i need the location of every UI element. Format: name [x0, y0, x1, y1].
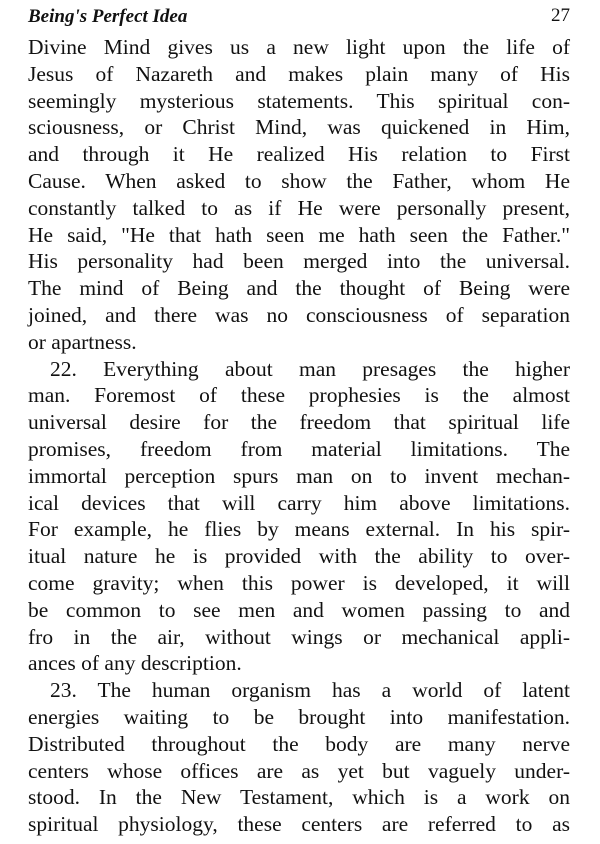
text-line: For example, he flies by means external. In his spir- [28, 517, 570, 542]
text-line: constantly talked to as if He were personally present, [28, 195, 570, 220]
running-title: Being's Perfect Idea [28, 6, 188, 27]
text-line: or apartness. [28, 329, 137, 354]
text-line: 22. Everything about man presages the higher [50, 356, 570, 381]
text-line: joined, and there was no consciousness of separation [28, 302, 570, 327]
text-line: itual nature he is provided with the ability to over- [28, 544, 570, 569]
text-line: ical devices that will carry him above limitations. [28, 490, 570, 515]
text-line: stood. In the New Testament, which is a work on [28, 785, 570, 810]
running-header [28, 4, 570, 32]
body-text [28, 34, 570, 838]
text-line: be common to see men and women passing to and [28, 597, 570, 622]
text-line: Distributed throughout the body are many nerve [28, 731, 570, 756]
text-line: He said, "He that hath seen me hath seen the Father." [28, 222, 570, 247]
text-line: come gravity; when this power is developed, it will [28, 570, 570, 595]
text-line: centers whose offices are as yet but vaguely under- [28, 758, 570, 783]
text-line: The mind of Being and the thought of Being were [28, 276, 570, 301]
text-line: 23. The human organism has a world of latent [50, 678, 570, 703]
text-line: and through it He realized His relation to First [28, 142, 570, 167]
text-line: His personality had been merged into the universal. [28, 249, 570, 274]
text-line: energies waiting to be brought into manifestation. [28, 704, 570, 729]
text-line: seemingly mysterious statements. This spiritual con- [28, 88, 570, 113]
text-line: ances of any description. [28, 651, 242, 676]
text-line: Divine Mind gives us a new light upon the life of [28, 35, 570, 59]
text-line: Jesus of Nazareth and makes plain many of His [28, 61, 570, 86]
text-line: promises, freedom from material limitations. The [28, 436, 570, 461]
text-line: man. Foremost of these prophesies is the almost [28, 383, 570, 408]
text-line: Cause. When asked to show the Father, whom He [28, 168, 570, 193]
text-line: spiritual physiology, these centers are referred to as [28, 812, 570, 837]
text-line: immortal perception spurs man on to invent mechan- [28, 463, 570, 488]
text-line: fro in the air, without wings or mechanical appli- [28, 624, 570, 649]
text-line: sciousness, or Christ Mind, was quickened in Him, [28, 115, 570, 140]
page-number: 27 [551, 5, 570, 26]
text-line: universal desire for the freedom that spiritual life [28, 410, 570, 435]
